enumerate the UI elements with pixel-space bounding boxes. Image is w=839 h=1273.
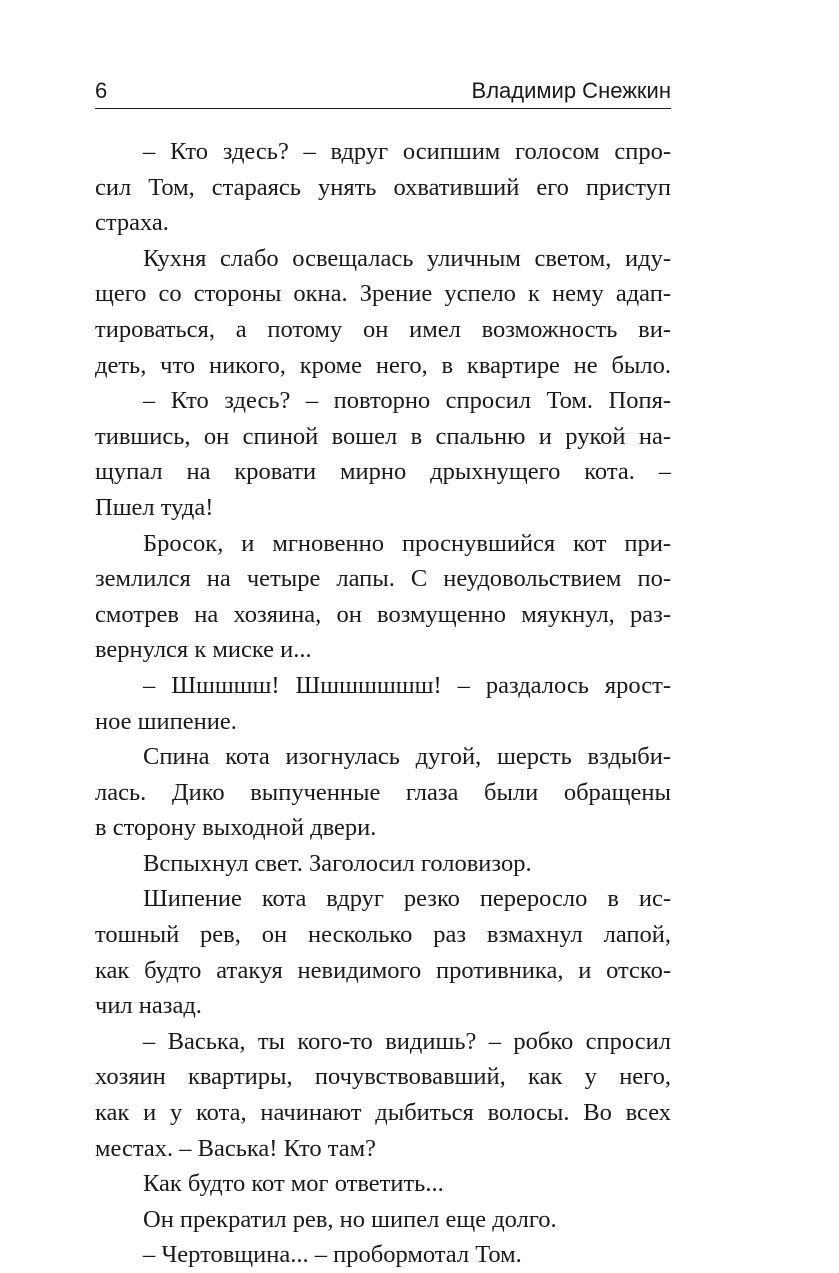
text-line: хозяин квартиры, почувствовавший, как у него, <box>95 1063 671 1091</box>
running-header <box>95 74 671 109</box>
text-line: – Шшшшш! Шшшшшшш! – раздалось ярост- <box>143 671 671 699</box>
text-line: сил Том, стараясь унять охвативший его приступ <box>95 173 671 201</box>
text-line: лась. Дико выпученные глаза были обращены <box>95 778 671 806</box>
text-line: деть, что никого, кроме него, в квартире не было. <box>95 351 671 379</box>
text-line: Вспыхнул свет. Заголосил головизор. <box>143 849 532 877</box>
text-line: страха. <box>95 209 169 237</box>
text-line: землился на четыре лапы. С неудовольствием по- <box>95 565 671 593</box>
text-line: чил назад. <box>95 992 202 1020</box>
text-line: щупал на кровати мирно дрыхнущего кота. – <box>95 458 671 486</box>
text-line: вернулся к миске и... <box>95 636 312 664</box>
text-line: Как будто кот мог ответить... <box>143 1170 444 1198</box>
text-line: как и у кота, начинают дыбиться волосы. Во всех <box>95 1099 671 1127</box>
text-line: тошный рев, он несколько раз взмахнул лапой, <box>95 921 671 949</box>
text-line: Кухня слабо освещалась уличным светом, иду- <box>143 244 671 272</box>
text-line: – Кто здесь? – вдруг осипшим голосом спро- <box>143 138 671 165</box>
page-number: 6 <box>95 78 108 103</box>
text-line: Шипение кота вдруг резко переросло в ис- <box>143 885 671 913</box>
text-line: Спина кота изогнулась дугой, шерсть вздыби- <box>143 743 671 771</box>
running-header-author: Владимир Снежкин <box>471 78 671 103</box>
text-line: Он прекратил рев, но шипел еще долго. <box>143 1205 557 1233</box>
text-line: смотрев на хозяина, он возмущенно мяукнул, раз- <box>95 600 671 628</box>
text-line: как будто атакуя невидимого противника, и отско- <box>95 956 671 984</box>
body-text <box>95 134 671 1273</box>
text-line: – Кто здесь? – повторно спросил Том. Попя- <box>143 387 671 415</box>
text-line: в сторону выходной двери. <box>95 814 377 842</box>
text-line: тироваться, а потому он имел возможность ви- <box>95 315 671 343</box>
text-line: щего со стороны окна. Зрение успело к нему адап- <box>95 280 671 308</box>
text-line: Бросок, и мгновенно проснувшийся кот при- <box>143 529 671 557</box>
text-line: тившись, он спиной вошел в спальню и рукой на- <box>95 422 671 450</box>
text-line: – Васька, ты кого-то видишь? – робко спросил <box>143 1027 671 1055</box>
text-line: – Чертовщина... – пробормотал Том. <box>143 1241 522 1269</box>
text-line: Пшел туда! <box>95 493 214 521</box>
text-line: местах. – Васька! Кто там? <box>95 1134 376 1162</box>
text-line: ное шипение. <box>95 707 237 735</box>
